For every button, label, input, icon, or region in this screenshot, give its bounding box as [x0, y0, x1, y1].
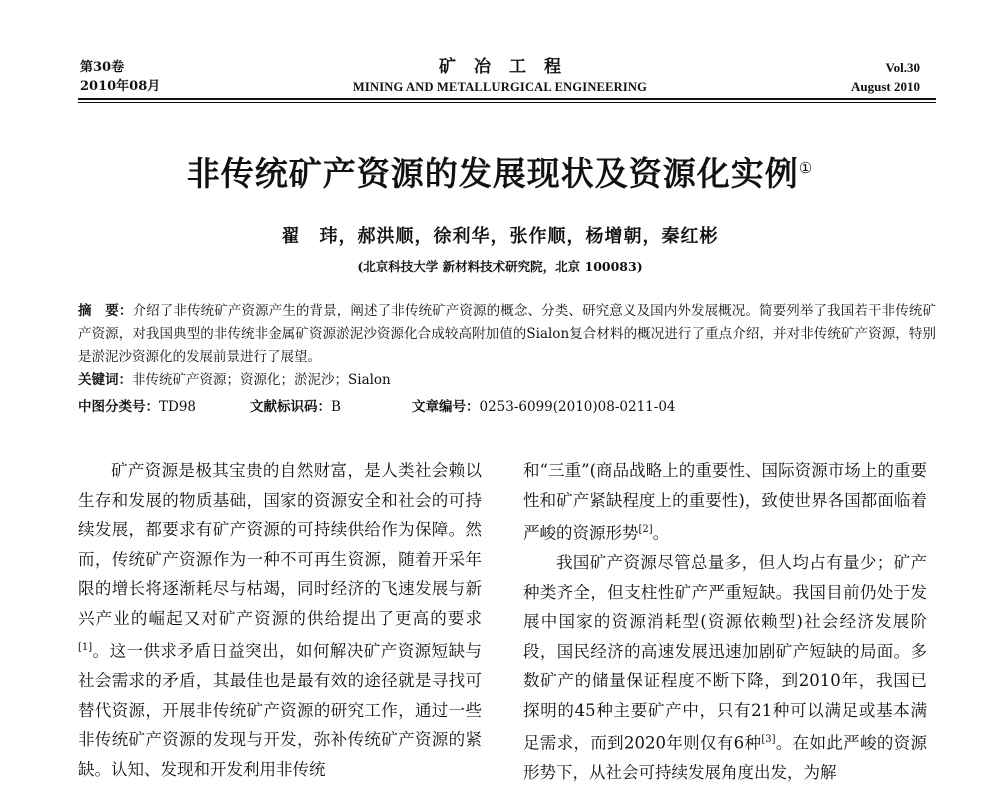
date-cn: 2010年08月: [80, 79, 161, 94]
date-en: August 2010: [851, 79, 920, 94]
article-title: [0, 148, 1000, 195]
body-text: 。这一供求矛盾日益突出，如何解决矿产资源短缺与社会需求的矛盾，其最佳也是最有效的途径就是寻找可替代资源，开展非传统矿产资源的研究工作，通过一些非传统矿产资源的发现与开发，弥补传统矿产资源的紧缺。认知、发现和开发利用非传统: [78, 641, 482, 779]
body-paragraph: [523, 548, 927, 788]
body-column-right: [523, 456, 927, 788]
clc-value: TD98: [159, 399, 197, 415]
body-text: 矿产资源是极其宝贵的自然财富，是人类社会赖以生存和发展的物质基础，国家的资源安全和社会的可持续发展，都要求有矿产资源的可持续供给作为保障。然而，传统矿产资源作为一种不可再生资源，随着开采年限的增长将逐渐耗尽与枯竭，同时经济的飞速发展与新兴产业的崛起又对矿产资源的供给提出了更高的要求: [78, 461, 482, 628]
citation-ref: [1]: [78, 642, 93, 653]
keywords-text: 非传统矿产资源；资源化；淤泥沙；Sialon: [132, 372, 391, 388]
citation-ref: [3]: [761, 734, 776, 745]
journal-name-en: MINING AND METALLURGICAL ENGINEERING: [352, 80, 648, 94]
clc-code: [78, 396, 250, 419]
keywords: [78, 369, 936, 392]
body-paragraph: [523, 456, 927, 548]
body-text: 和“三重”(商品战略上的重要性、国际资源市场上的重要性和矿产紧缺程度上的重要性)，致使世界各国都面临着严峻的资源形势: [523, 461, 927, 543]
doc-code: [250, 396, 412, 419]
article-number: [412, 396, 676, 419]
doc-label: 文献标识码：: [250, 399, 331, 415]
volume-cn: 第30卷: [80, 60, 125, 75]
volume-en: Vol.30: [885, 60, 920, 75]
article-number-label: 文章编号：: [412, 399, 480, 415]
header-left: [80, 58, 160, 96]
classification-line: [78, 396, 936, 419]
body-paragraph: [78, 456, 482, 784]
article-number-value: 0253-6099(2010)08-0211-04: [479, 399, 676, 415]
clc-label: 中图分类号：: [78, 399, 159, 415]
abstract: [78, 300, 936, 369]
body-text: 。: [652, 523, 670, 543]
article-authors: 翟 玮，郝洪顺，徐利华，张作顺，杨增朝，秦红彬: [281, 226, 719, 247]
body-text: 。在如此严峻的资源形势下，从社会可持续发展角度出发，为解: [523, 733, 927, 782]
title-footnote-mark: ①: [798, 159, 814, 177]
header-rule-thick: [78, 98, 936, 100]
header-right: [851, 58, 920, 96]
abstract-label: 摘 要：: [78, 303, 133, 319]
journal-name-cn: 矿冶工程: [439, 57, 579, 77]
abstract-text: 介绍了非传统矿产资源产生的背景，阐述了非传统矿产资源的概念、分类、研究意义及国内外发展概况。简要列举了我国若干非传统矿产资源，对我国典型的非传统非金属矿资源淤泥沙资源化合成较高附加值的Sialon复合材料的概况进行了重点介绍，并对非传统矿产资源，特别是淤泥沙资源化的发展前景进行了展望。: [78, 303, 936, 365]
article-affiliation: (北京科技大学 新材料技术研究院，北京 100083): [357, 259, 643, 274]
body-text: 我国矿产资源尽管总量多，但人均占有量少；矿产种类齐全，但支柱性矿产严重短缺。我国目前仍处于发展中国家的资源消耗型(资源依赖型)社会经济发展阶段，国民经济的高速发展迅速加剧矿产短缺的局面。多数矿产的储量保证程度不断下降，到2010年，我国已探明的45种主要矿产中，只有21种可以满足或基本满足需求，而到2020年则仅有6种: [523, 553, 927, 753]
header-rule-thin: [78, 102, 936, 103]
citation-ref: [2]: [638, 524, 653, 535]
body-column-left: [78, 456, 482, 784]
article-title-text: 非传统矿产资源的发展现状及资源化实例: [186, 154, 799, 193]
keywords-label: 关键词：: [78, 372, 132, 388]
doc-value: B: [331, 399, 341, 415]
header-center: [300, 56, 700, 96]
